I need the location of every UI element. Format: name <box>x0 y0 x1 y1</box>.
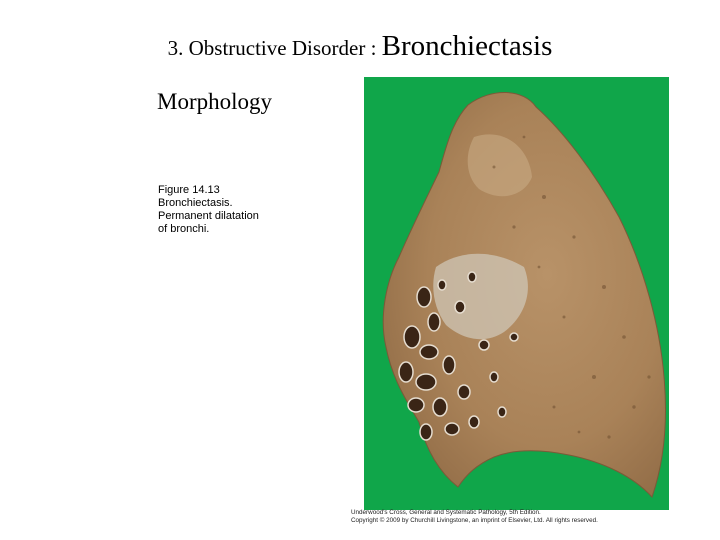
credit-line: Copyright © 2009 by Churchill Livingstone, an imprint of Elsevier, Ltd. All rights reserved. <box>351 517 598 524</box>
slide-title <box>0 30 720 63</box>
caption-line: Figure 14.13 <box>158 184 220 196</box>
subheading: Morphology <box>157 89 272 114</box>
credit-line: Underwood's Cross, General and Systematic Pathology, 5th Edition. <box>351 509 541 516</box>
caption-line: of bronchi. <box>158 223 210 235</box>
lung-specimen-photo <box>364 77 669 510</box>
caption-line: Permanent dilatation <box>158 210 259 222</box>
figure-caption <box>158 184 288 236</box>
caption-line: Bronchiectasis. <box>158 197 233 209</box>
title-main: Bronchiectasis <box>381 30 553 62</box>
image-credit <box>351 509 671 525</box>
lung-illustration <box>364 77 669 510</box>
title-prefix: 3. Obstructive Disorder : <box>167 36 382 60</box>
